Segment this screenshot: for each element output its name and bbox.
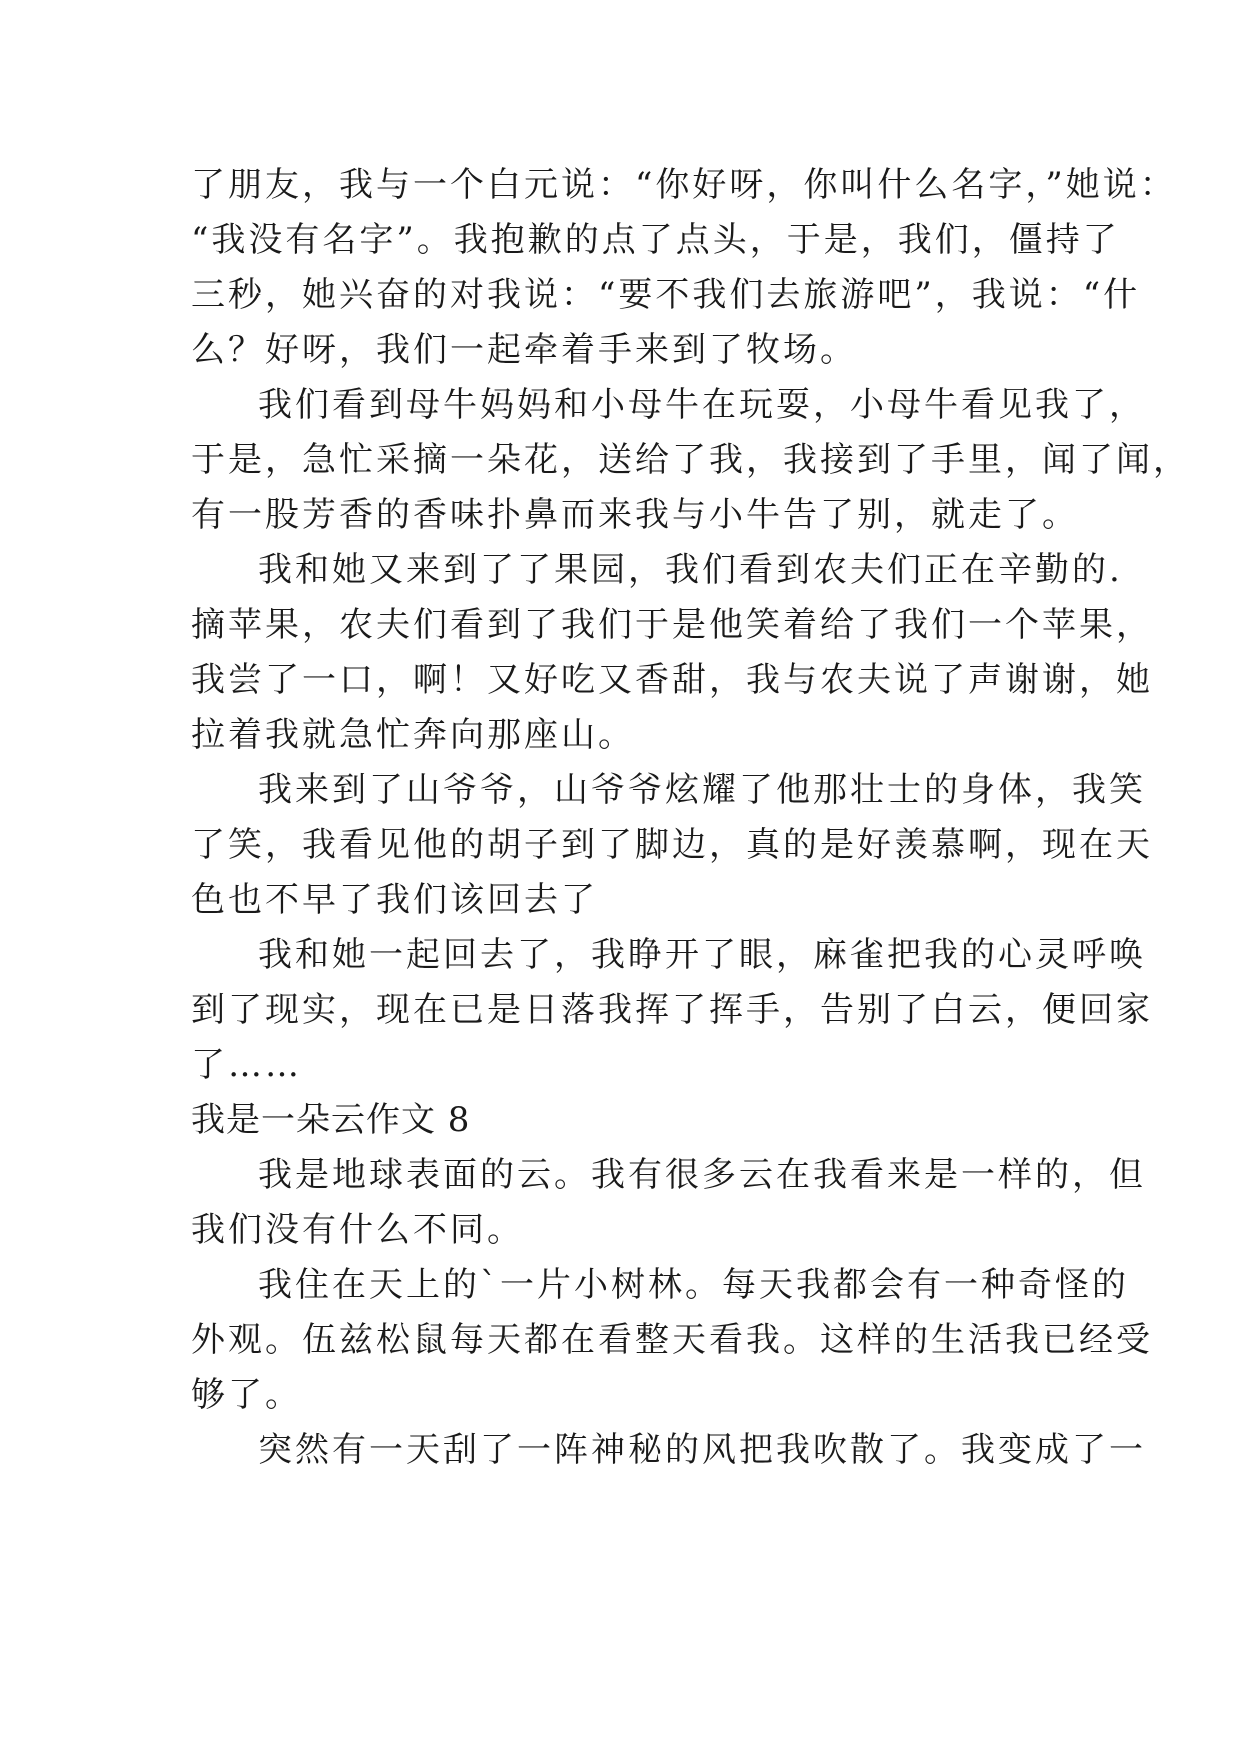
paragraph-first-line: 我住在天上的`一片小树林。每天我都会有一种奇怪的	[258, 1265, 1129, 1305]
text-line: “我没有名字”。我抱歉的点了点头，于是，我们，僵持了	[191, 220, 1120, 260]
text-line: 了朋友，我与一个白元说：“你好呀，你叫什么名字，”她说：	[191, 165, 1177, 205]
text-line: 我们没有什么不同。	[191, 1210, 524, 1250]
text-line: 到了现实，现在已是日落我挥了挥手，告别了白云，便回家	[191, 990, 1153, 1030]
paragraph-first-line: 我们看到母牛妈妈和小母牛在玩耍，小母牛看见我了，	[258, 385, 1146, 425]
text-line: 了笑，我看见他的胡子到了脚边，真的是好羡慕啊，现在天	[191, 825, 1153, 865]
text-line: 拉着我就急忙奔向那座山。	[191, 715, 635, 755]
text-line: 色也不早了我们该回去了	[191, 880, 598, 920]
text-line: 外观。伍兹松鼠每天都在看整天看我。这样的生活我已经受	[191, 1320, 1153, 1360]
text-line: 么？好呀，我们一起牵着手来到了牧场。	[191, 330, 857, 370]
text-line: 有一股芳香的香味扑鼻而来我与小牛告了别，就走了。	[191, 495, 1079, 535]
paragraph-first-line: 我来到了山爷爷，山爷爷炫耀了他那壮士的身体，我笑	[258, 770, 1146, 810]
paragraph-first-line: 突然有一天刮了一阵神秘的风把我吹散了。我变成了一	[258, 1430, 1146, 1470]
paragraph-first-line: 我和她又来到了了果园，我们看到农夫们正在辛勤的.	[258, 550, 1123, 590]
paragraph-first-line: 我是地球表面的云。我有很多云在我看来是一样的，但	[258, 1155, 1146, 1195]
text-line: 摘苹果，农夫们看到了我们于是他笑着给了我们一个苹果，	[191, 605, 1153, 645]
text-line: 了……	[191, 1045, 302, 1085]
paragraph-first-line: 我和她一起回去了，我睁开了眼，麻雀把我的心灵呼唤	[258, 935, 1146, 975]
text-line: 三秒，她兴奋的对我说：“要不我们去旅游吧”，我说：“什	[191, 275, 1141, 315]
text-line: 于是，急忙采摘一朵花，送给了我，我接到了手里，闻了闻，	[191, 440, 1190, 480]
text-line: 我尝了一口，啊！又好吃又香甜，我与农夫说了声谢谢，她	[191, 660, 1153, 700]
section-heading: 我是一朵云作文 8	[191, 1100, 471, 1140]
text-line: 够了。	[191, 1375, 302, 1415]
